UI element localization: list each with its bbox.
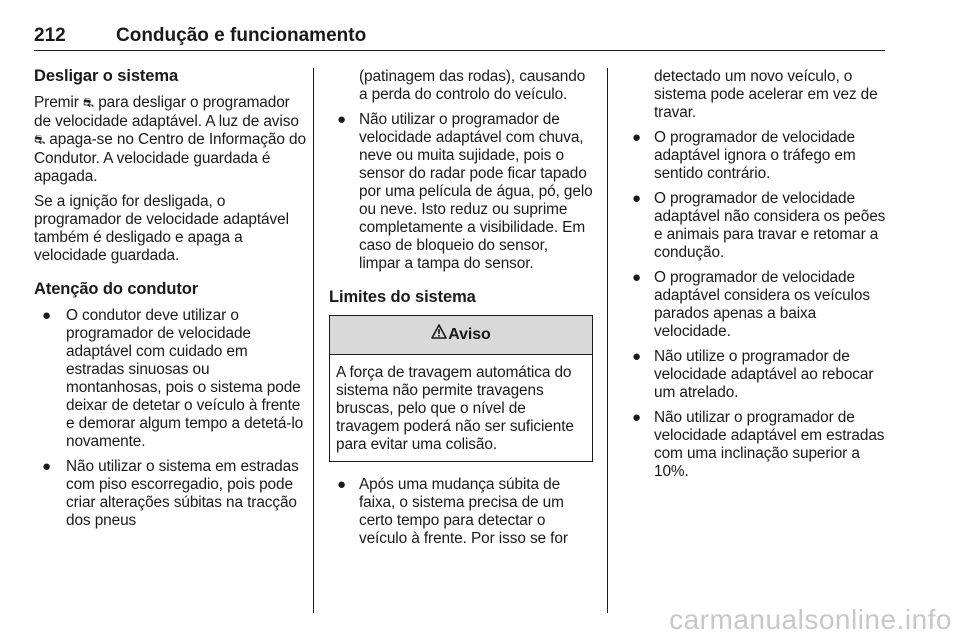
- column-1: [34, 66, 306, 537]
- paragraph-ignicao: Se a ignição for desligada, o programador de velocidade adaptável também é desligado e apaga a velocidade guardada.: [34, 193, 289, 264]
- column-2: [329, 68, 593, 555]
- section-heading-limites: Limites do sistema: [329, 288, 476, 306]
- bullet-icon: ●: [337, 476, 346, 493]
- bullet-list-top: [329, 111, 593, 273]
- bullet-icon: ●: [42, 458, 51, 475]
- bullet-list-atencao: [34, 307, 306, 530]
- list-item: [34, 307, 306, 451]
- list-item-text: O programador de velocidade adaptável considera os veículos parados apenas a baixa velocidade.: [654, 269, 870, 340]
- bullet-icon: ●: [632, 190, 641, 207]
- watermark: carmanualsonline.info: [669, 604, 952, 635]
- bullet-list-bottom: [329, 476, 593, 548]
- chapter-title: Condução e funcionamento: [116, 25, 367, 46]
- list-item: [329, 476, 593, 548]
- page-number: 212: [34, 25, 66, 46]
- list-item: [34, 458, 306, 530]
- bullet-icon: ●: [632, 409, 641, 426]
- column-3: [624, 68, 888, 488]
- bullet-icon: ●: [632, 129, 641, 146]
- list-item-text: O programador de velocidade adaptável ignora o tráfego em sentido contrário.: [654, 129, 856, 182]
- cruise-control-icon: ⛐: [34, 133, 46, 148]
- list-item-text: Não utilizar o sistema em estradas com piso escorregadio, pois pode criar alterações súbitas na tracção dos pneus: [66, 458, 299, 529]
- list-item-text: Não utilizar o programador de velocidade adaptável em estradas com uma inclinação superior a 10%.: [654, 409, 885, 480]
- list-item: [624, 409, 888, 481]
- list-item-text: Não utilizar o programador de velocidade adaptável com chuva, neve ou muita sujidade, pois o sensor do radar pode ficar tapado por uma película de água, pó, gelo ou neve. Isto reduz ou suprime completamente a visibilidade. Em caso de bloqueio do sensor, limpar a tampa do sensor.: [359, 111, 593, 272]
- column-divider-1: [313, 68, 314, 613]
- list-item: [624, 269, 888, 341]
- column-divider-2: [607, 68, 608, 613]
- paragraph-desligar: [34, 94, 306, 186]
- bullet-icon: ●: [42, 307, 51, 324]
- continuation-text: (patinagem das rodas), causando a perda do controlo do veículo.: [359, 68, 586, 103]
- list-item-text: O programador de velocidade adaptável não considera os peões e animais para travar e retomar a condução.: [654, 190, 886, 261]
- list-item: [624, 129, 888, 183]
- list-item-text: O condutor deve utilizar o programador de velocidade adaptável com cuidado em estradas sinuosas ou montanhosas, pois o sistema pode deixar de detetar o veículo à frente e demorar algum tempo a detetá-lo novamente.: [66, 307, 304, 450]
- bullet-icon: ●: [337, 111, 346, 128]
- continuation-text: detectado um novo veículo, o sistema pode acelerar em vez de travar.: [654, 68, 878, 121]
- bullet-icon: ●: [632, 348, 641, 365]
- list-item: [624, 190, 888, 262]
- cruise-control-icon: ⛐: [82, 96, 95, 111]
- warning-text: A força de travagem automática do sistema não permite travagens bruscas, pelo que o nível de travagem poderá não ser suficiente para evitar uma colisão.: [336, 364, 574, 453]
- list-item: [329, 111, 593, 273]
- text-run: Premir: [34, 94, 83, 111]
- warning-box: [329, 315, 593, 462]
- warning-title: Aviso: [448, 326, 491, 343]
- section-heading-atencao: Atenção do condutor: [34, 280, 199, 298]
- bullet-list-limits: [624, 129, 888, 481]
- list-item: [624, 348, 888, 402]
- warning-triangle-icon: [431, 316, 447, 354]
- list-item-text: Após uma mudança súbita de faixa, o sistema precisa de um certo tempo para detectar o veículo à frente. Por isso se for: [359, 476, 568, 547]
- warning-header: [330, 316, 592, 355]
- page-header: [34, 26, 885, 51]
- section-heading-desligar: Desligar o sistema: [34, 67, 179, 85]
- text-run: para desligar o programador de velocidade adaptável. A luz de aviso: [34, 94, 299, 130]
- list-item-text: Não utilize o programador de velocidade adaptável ao rebocar um atrelado.: [654, 348, 874, 401]
- text-run: apaga-se no Centro de Informação do Condutor. A velocidade guardada é apagada.: [34, 131, 306, 185]
- bullet-icon: ●: [632, 269, 641, 286]
